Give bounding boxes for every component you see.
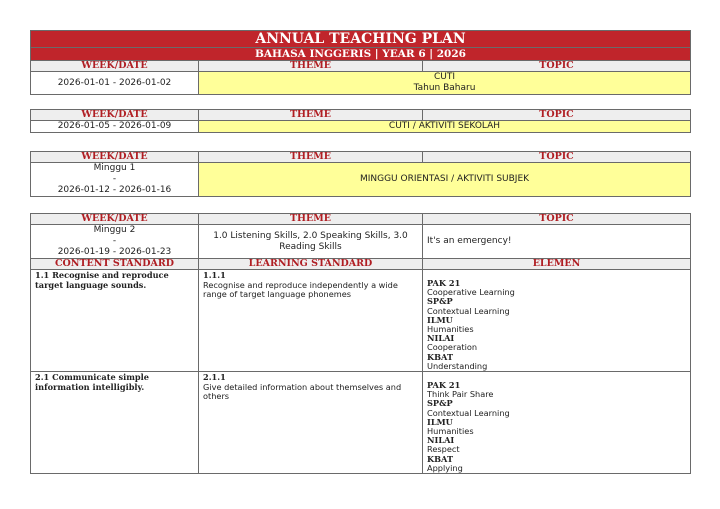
orientation-cell: MINGGU ORIENTASI / AKTIVITI SUBJEK bbox=[199, 163, 691, 197]
col-elemen: ELEMEN bbox=[423, 259, 691, 270]
col-topic: TOPIC bbox=[423, 152, 691, 163]
content-standard-cell: 1.1 Recognise and reproduce target language sounds. bbox=[31, 270, 199, 372]
col-topic: TOPIC bbox=[423, 214, 691, 225]
col-week-date: WEEK/DATE bbox=[31, 110, 199, 121]
col-content-standard: CONTENT STANDARD bbox=[31, 259, 199, 270]
elemen-value: Cooperation bbox=[427, 342, 478, 353]
col-week-date: WEEK/DATE bbox=[31, 61, 199, 72]
elemen-value: Cooperative Learning bbox=[427, 287, 515, 298]
learning-standard-cell bbox=[199, 372, 423, 474]
elemen-value: Think Pair Share bbox=[427, 389, 494, 400]
week-table-3 bbox=[30, 151, 691, 197]
elemen-value: Applying bbox=[427, 462, 463, 473]
col-week-date: WEEK/DATE bbox=[31, 152, 199, 163]
week-date-cell bbox=[31, 225, 199, 259]
elemen-key: ILMU bbox=[427, 314, 453, 325]
elemen-value: Contextual Learning bbox=[427, 305, 510, 316]
elemen-key: PAK 21 bbox=[427, 380, 461, 391]
col-theme: THEME bbox=[199, 61, 423, 72]
elemen-key: NILAI bbox=[427, 333, 455, 344]
learning-standard-code: 1.1.1 bbox=[203, 270, 226, 280]
elemen-value: Humanities bbox=[427, 426, 474, 437]
holiday-line-2: Tahun Baharu bbox=[413, 83, 476, 93]
col-topic: TOPIC bbox=[423, 61, 691, 72]
col-week-date: WEEK/DATE bbox=[31, 214, 199, 225]
elemen-key: PAK 21 bbox=[427, 278, 461, 288]
week-number: Minggu 2 bbox=[93, 225, 136, 235]
elemen-value: Contextual Learning bbox=[427, 407, 510, 418]
content-standard-cell: 2.1 Communicate simple information intelligibly. bbox=[31, 372, 199, 474]
week-date: 2026-01-12 - 2026-01-16 bbox=[57, 185, 172, 195]
learning-standard-cell bbox=[199, 270, 423, 372]
elemen-value: Understanding bbox=[427, 360, 488, 371]
col-theme: THEME bbox=[199, 152, 423, 163]
learning-standard-text: Recognise and reproduce independently a wide range of target language phonemes bbox=[203, 279, 398, 299]
holiday-line-1: CUTI bbox=[433, 72, 456, 82]
col-theme: THEME bbox=[199, 214, 423, 225]
elemen-value: Respect bbox=[427, 444, 460, 455]
date-dash: - bbox=[112, 236, 117, 246]
elemen-key: ILMU bbox=[427, 416, 453, 427]
col-theme: THEME bbox=[199, 110, 423, 121]
plan-subtitle: BAHASA INGGERIS | YEAR 6 | 2026 bbox=[31, 48, 691, 61]
elemen-key: KBAT bbox=[427, 351, 454, 362]
activity-cell: CUTI / AKTIVITI SEKOLAH bbox=[199, 121, 691, 133]
week-date: 2026-01-19 - 2026-01-23 bbox=[57, 247, 172, 257]
col-topic: TOPIC bbox=[423, 110, 691, 121]
elemen-cell bbox=[423, 270, 691, 372]
learning-standard-code: 2.1.1 bbox=[203, 372, 226, 383]
week-table-1 bbox=[30, 30, 691, 95]
elemen-key: KBAT bbox=[427, 453, 454, 464]
elemen-key: NILAI bbox=[427, 435, 455, 446]
elemen-value: Humanities bbox=[427, 324, 474, 335]
col-learning-standard: LEARNING STANDARD bbox=[199, 259, 423, 270]
date-dash: - bbox=[112, 174, 117, 184]
week-date-cell: 2026-01-05 - 2026-01-09 bbox=[31, 121, 199, 133]
learning-standard-text: Give detailed information about themselves and others bbox=[203, 381, 402, 402]
plan-title: ANNUAL TEACHING PLAN bbox=[31, 31, 691, 48]
week-number: Minggu 1 bbox=[93, 163, 136, 173]
elemen-cell bbox=[423, 372, 691, 474]
topic-cell: It's an emergency! bbox=[423, 225, 691, 259]
week-date-cell: 2026-01-01 - 2026-01-02 bbox=[31, 72, 199, 95]
elemen-key: SP&P bbox=[427, 398, 453, 409]
week-table-4 bbox=[30, 213, 691, 474]
elemen-key: SP&P bbox=[427, 296, 453, 307]
week-table-2 bbox=[30, 109, 691, 133]
week-date-cell bbox=[31, 163, 199, 197]
holiday-cell bbox=[199, 72, 691, 95]
theme-cell: 1.0 Listening Skills, 2.0 Speaking Skills, 3.0 Reading Skills bbox=[199, 225, 423, 259]
